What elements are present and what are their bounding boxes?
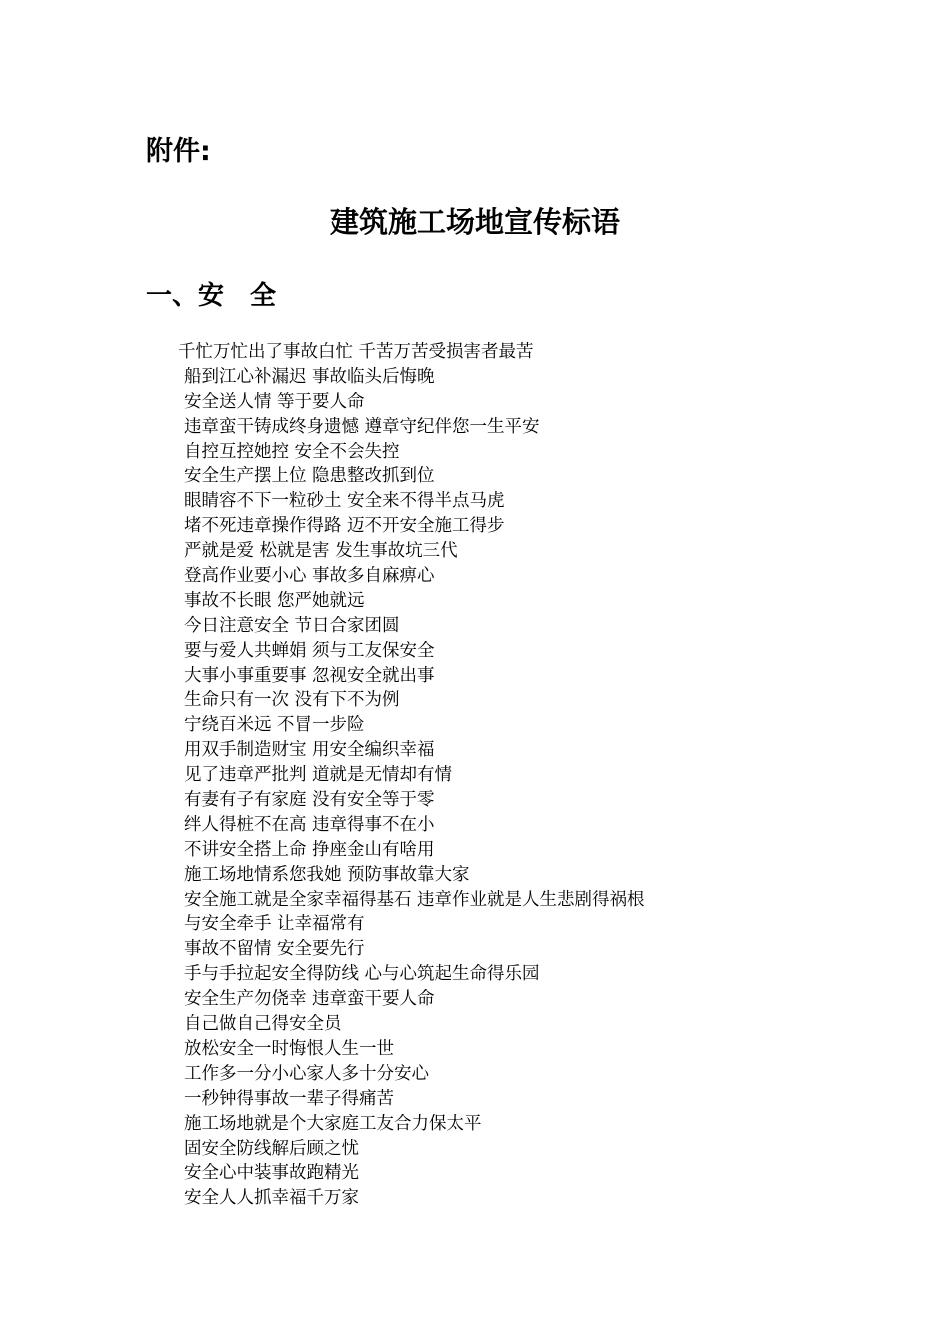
slogan-line: 一秒钟得事故一辈子得痛苦: [184, 1088, 394, 1109]
slogan-line: 自控互控她控 安全不会失控: [184, 441, 400, 462]
document-title-text: 建筑施工场地宣传标语: [329, 205, 620, 239]
slogan-line: 违章蛮干铸成终身遗憾 遵章守纪伴您一生平安: [184, 416, 540, 437]
slogan-line: 固安全防线解后顾之忧: [184, 1138, 359, 1159]
slogan-line: 眼睛容不下一粒砂土 安全来不得半点马虎: [184, 491, 505, 512]
slogan-line: 工作多一分小心家人多十分安心: [184, 1063, 429, 1084]
slogan-line: 今日注意安全 节日合家团圆: [184, 615, 400, 636]
slogan-line: 用双手制造财宝 用安全编织幸福: [184, 740, 435, 761]
slogan-line: 安全人人抓幸福千万家: [184, 1188, 359, 1209]
slogan-line: 有妻有子有家庭 没有安全等于零: [184, 790, 435, 811]
slogan-line: 安全心中装事故跑精光: [184, 1163, 359, 1184]
slogan-line: 见了违章严批判 道就是无情却有情: [184, 765, 453, 786]
slogan-line: 手与手拉起安全得防线 心与心筑起生命得乐园: [184, 964, 540, 985]
slogan-line: 施工场地就是个大家庭工友合力保太平: [184, 1113, 482, 1134]
slogan-line: 不讲安全搭上命 挣座金山有啥用: [184, 839, 435, 860]
slogan-line: 安全施工就是全家幸福得基石 违章作业就是人生悲剧得祸根: [184, 889, 645, 910]
slogan-line: 千忙万忙出了事故白忙 千苦万苦受损害者最苦: [178, 342, 534, 362]
slogan-line: 事故不留情 安全要先行: [184, 939, 365, 960]
slogan-line: 施工场地情系您我她 预防事故靠大家: [184, 864, 470, 885]
slogan-line: 生命只有一次 没有下不为例: [184, 690, 400, 711]
slogan-line: 严就是爱 松就是害 发生事故坑三代: [184, 541, 458, 562]
slogan-line: 事故不长眼 您严她就远: [184, 590, 365, 611]
slogan-line: 宁绕百米远 不冒一步险: [184, 715, 365, 736]
slogan-line: 堵不死违章操作得路 迈不开安全施工得步: [184, 516, 505, 537]
section-heading-safety: 一、安 全: [146, 281, 277, 311]
slogan-list: [178, 340, 878, 1211]
slogan-line: 安全生产勿侥幸 违章蛮干要人命: [184, 989, 435, 1010]
slogan-line: 安全生产摆上位 隐患整改抓到位: [184, 466, 435, 487]
slogan-line: 登高作业要小心 事故多自麻痹心: [184, 566, 435, 587]
slogan-line: 与安全牵手 让幸福常有: [184, 914, 365, 935]
slogan-line: 船到江心补漏迟 事故临头后悔晚: [184, 366, 435, 387]
attachment-label: 附件:: [146, 136, 211, 167]
slogan-line: 绊人得桩不在高 违章得事不在小: [184, 814, 435, 835]
document-title: [0, 200, 950, 244]
slogan-line: 安全送人情 等于要人命: [184, 391, 365, 412]
slogan-line: 自己做自己得安全员: [184, 1014, 342, 1035]
slogan-line: 要与爱人共蝉娟 须与工友保安全: [184, 640, 435, 661]
slogan-line: 大事小事重要事 忽视安全就出事: [184, 665, 435, 686]
slogan-line: 放松安全一时悔恨人生一世: [184, 1038, 394, 1059]
